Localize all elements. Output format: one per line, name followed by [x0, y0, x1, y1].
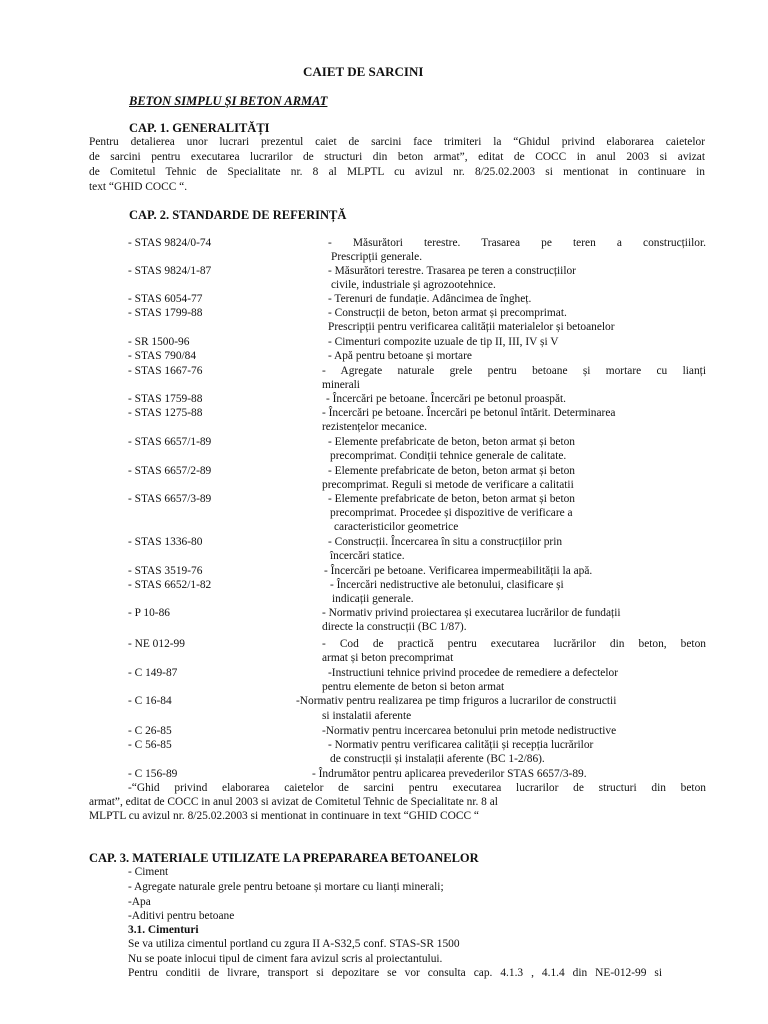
standard-code: - C 149-87: [128, 667, 178, 679]
standard-desc: rezistențelor mecanice.: [322, 421, 427, 433]
standard-code: - STAS 1275-88: [128, 407, 203, 419]
standard-desc: - Elemente prefabricate de beton, beton armat și beton: [328, 493, 576, 505]
standard-code: - STAS 3519-76: [128, 565, 203, 577]
cap1-line: text “GHID COCC “.: [89, 181, 188, 193]
cap1-line: de Comitetul Tehnic de Specialitate nr. 8 al MLPTL cu avizul nr. 8/25.02.2003 si mentionat in continuare in: [89, 166, 705, 178]
cap3-heading: CAP. 3. MATERIALE UTILIZATE LA PREPARAREA BETOANELOR: [89, 851, 479, 865]
material-item: - Ciment: [128, 866, 169, 878]
standard-desc: precomprimat. Condiții tehnice generale de calitate.: [330, 450, 567, 462]
standard-desc: caracteristicilor geometrice: [334, 521, 459, 533]
standard-desc: - Construcții. Încercarea în situ a construcțiilor prin: [328, 536, 563, 548]
standard-desc: -Normativ pentru realizarea pe timp friguros a lucrarilor de constructii: [296, 695, 617, 707]
standard-code: - NE 012-99: [128, 638, 185, 650]
standard-desc: precomprimat. Procedee și dispozitive de verificare a: [330, 507, 573, 519]
standard-code: - STAS 1799-88: [128, 307, 203, 319]
standard-code: - C 156-89: [128, 768, 178, 780]
standard-code: - SR 1500-96: [128, 336, 190, 348]
material-item: -Aditivi pentru betoane: [128, 910, 235, 922]
standard-code: - STAS 6657/2-89: [128, 465, 212, 477]
ghid-line: MLPTL cu avizul nr. 8/25.02.2003 si mentionat in continuare in text “GHID COCC “: [89, 810, 479, 822]
standard-desc: - Elemente prefabricate de beton, beton armat și beton: [328, 436, 576, 448]
standard-desc: - Măsurători terestre. Trasarea pe teren a construcțiilor.: [328, 237, 706, 249]
cement-paragraph-line: Se va utiliza cimentul portland cu zgura II A-S32,5 conf. STAS-SR 1500: [128, 938, 460, 950]
standard-desc: - Cod de practică pentru executarea lucrărilor din beton, beton: [322, 638, 706, 650]
cement-paragraph-line: Pentru conditii de livrare, transport si depozitare se vor consulta cap. 4.1.3 , 4.1.4 din NE-012-99 si: [128, 967, 662, 979]
standard-code: - STAS 9824/1-87: [128, 265, 212, 277]
standard-code: - C 26-85: [128, 725, 172, 737]
material-item: -Apa: [128, 896, 151, 908]
standard-desc: Prescripții generale.: [331, 251, 423, 263]
standard-code: - STAS 1759-88: [128, 393, 203, 405]
standard-code: - STAS 6657/1-89: [128, 436, 212, 448]
standard-desc: - Normativ privind proiectarea și executarea lucrărilor de fundații: [322, 607, 621, 619]
standard-code: - C 56-85: [128, 739, 172, 751]
standard-desc: - Elemente prefabricate de beton, beton armat și beton: [328, 465, 576, 477]
standard-desc: minerali: [322, 379, 360, 391]
standard-desc: - Construcții de beton, beton armat și precomprimat.: [328, 307, 567, 319]
material-item: - Agregate naturale grele pentru betoane și mortare cu lianți minerali;: [128, 881, 444, 893]
cap1-heading: CAP. 1. GENERALITĂȚI: [129, 121, 270, 135]
standard-desc: indicații generale.: [332, 593, 414, 605]
standard-desc: - Încercări pe betoane. Verificarea impermeabilității la apă.: [324, 565, 593, 577]
standard-code: - STAS 1336-80: [128, 536, 203, 548]
standard-desc: - Îndrumător pentru aplicarea prevederilor STAS 6657/3-89.: [312, 768, 587, 780]
standard-desc: încercări statice.: [330, 550, 405, 562]
standard-code: - C 16-84: [128, 695, 172, 707]
cap1-line: Pentru detalierea unor lucrari prezentul caiet de sarcini face trimiteri la “Ghidul privind elaborarea caietelor: [89, 136, 705, 148]
standard-code: - STAS 790/84: [128, 350, 197, 362]
standard-desc: - Cimenturi compozite uzuale de tip II, III, IV și V: [328, 336, 559, 348]
standard-desc: pentru elemente de beton si beton armat: [322, 681, 505, 693]
standard-desc: si instalatii aferente: [322, 710, 412, 722]
standard-code: - STAS 6054-77: [128, 293, 203, 305]
standard-code: - P 10-86: [128, 607, 170, 619]
subsection-heading: 3.1. Cimenturi: [128, 924, 199, 936]
standard-desc: -Normativ pentru incercarea betonului prin metode nedistructive: [322, 725, 617, 737]
standard-desc: Prescripții pentru verificarea calității materialelor și betoanelor: [328, 321, 615, 333]
ghid-line: armat”, editat de COCC in anul 2003 si avizat de Comitetul Tehnic de Specialitate nr. 8 al: [89, 796, 498, 808]
document-title: CAIET DE SARCINI: [303, 64, 424, 79]
standard-code: - STAS 6657/3-89: [128, 493, 212, 505]
cap2-heading: CAP. 2. STANDARDE DE REFERINȚĂ: [129, 208, 347, 222]
standard-desc: directe la construcții (BC 1/87).: [322, 621, 467, 633]
standard-desc: de construcții și instalații aferente (BC 1-2/86).: [330, 753, 545, 765]
ghid-line: -“Ghid privind elaborarea caietelor de sarcini pentru executarea lucrarilor de structuri din beton: [128, 782, 706, 794]
document-subtitle: BETON SIMPLU ȘI BETON ARMAT: [129, 94, 328, 108]
cement-paragraph-line: Nu se poate inlocui tipul de ciment fara avizul scris al proiectantului.: [128, 953, 443, 965]
standard-desc: - Terenuri de fundație. Adâncimea de îngheț.: [328, 293, 532, 305]
standard-desc: - Încercări nedistructive ale betonului, clasificare și: [330, 579, 564, 591]
standard-code: - STAS 1667-76: [128, 365, 203, 377]
standard-desc: - Încercări pe betoane. Încercări pe betonul proaspăt.: [326, 393, 567, 405]
standard-desc: -Instructiuni tehnice privind procedee de remediere a defectelor: [328, 667, 618, 679]
standard-desc: armat și beton precomprimat: [322, 652, 454, 664]
standard-code: - STAS 6652/1-82: [128, 579, 212, 591]
standard-code: - STAS 9824/0-74: [128, 237, 212, 249]
cap1-line: de sarcini pentru executarea lucrarilor de structuri din beton armat”, editat de COCC in anul 2003 si avizat: [89, 151, 705, 163]
standard-desc: precomprimat. Reguli si metode de verificare a calitatii: [322, 479, 574, 491]
standard-desc: - Agregate naturale grele pentru betoane și mortare cu lianți: [322, 365, 706, 377]
standard-desc: - Măsurători terestre. Trasarea pe teren a construcțiilor: [328, 265, 576, 277]
standard-desc: civile, industriale și agrozootehnice.: [331, 279, 496, 291]
standard-desc: - Normativ pentru verificarea calității și recepția lucrărilor: [328, 739, 594, 751]
standard-desc: - Încercări pe betoane. Încercări pe betonul întărit. Determinarea: [322, 407, 616, 419]
standard-desc: - Apă pentru betoane și mortare: [328, 350, 472, 362]
